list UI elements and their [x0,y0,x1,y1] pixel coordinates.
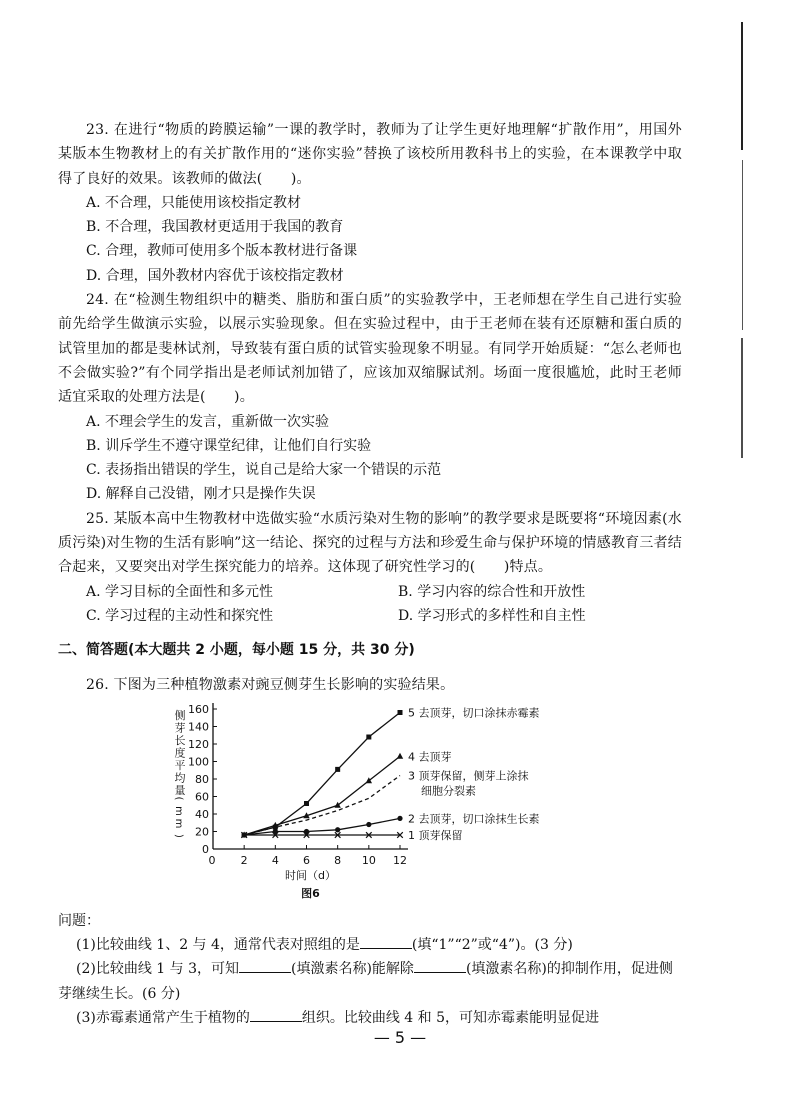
y-tick-label: 40 [195,807,209,821]
y-tick-label: 120 [188,737,209,751]
y-tick-label: 140 [188,720,209,734]
line-chart [58,699,682,909]
q26-sub-2 [58,957,682,1006]
series-label-s3: 细胞分裂素 [421,784,476,798]
answer-blank-1[interactable] [360,936,412,949]
series-label-s4: 4 去顶芽 [408,750,452,764]
answer-blank-4[interactable] [250,1009,302,1022]
q24-option-a: A. 不理会学生的发言，重新做一次实验 [86,413,330,430]
y-axis-title-char: ( [173,796,184,801]
q23-option-b: B. 不合理，我国教材更适用于我国的教育 [86,219,344,236]
y-axis-title-char: 长 [174,733,186,747]
q24-option-c: C. 表扬指出错误的学生，说自己是给大家一个错误的示范 [86,462,442,479]
q25-option-b: B. 学习内容的综合性和开放性 [398,583,586,600]
q25-options-row-1 [58,580,682,604]
y-axis-title-char: m [173,818,184,829]
y-axis-title-char: 侧 [174,708,186,722]
x-tick-label: 12 [393,853,407,867]
q26-stem: 26. 下图为三种植物激素对豌豆侧芽生长影响的实验结果。 [86,676,455,693]
y-axis-title-char: 度 [174,746,186,760]
point-s5 [304,801,309,806]
series-label-s3: 3 顶芽保留，侧芽上涂抹 [408,769,529,783]
y-axis-title-char: 量 [174,783,186,797]
series-line-s3 [244,775,400,835]
y-tick-label: 100 [188,755,209,769]
answer-blank-3[interactable] [414,960,466,973]
q25-option-d: D. 学习形式的多样性和自主性 [398,607,586,624]
q26-sub3-text-b: 组织。比较曲线 4 和 5，可知赤霉素能明显促进 [301,1010,600,1027]
margin-line-top [741,22,743,150]
q26-sub1-text-b: (填“1”“2”或“4”)。(3 分) [411,937,573,954]
y-axis-title-char: 芽 [174,721,186,735]
point-s2 [397,816,402,821]
x-tick-label: 4 [271,853,279,867]
q24-stem: 24. 在“检测生物组织中的糖类、脂肪和蛋白质”的实验教学中，王老师想在学生自己进行实验前先给学生做演示实验，以展示实验现象。但在实验过程中，由于王老师在装有还原糖和蛋白质的试管里加的都是斐林试剂，导致装有蛋白质的试管实验现象不明显。有同学开始质疑：“怎么老师也不会做实验?”有个同学指出是老师试剂加错了，应该加双缩脲试剂。场面一度很尴尬，此时王老师适宜采取的处理方法是( )。 [58,292,682,406]
point-s2 [335,827,340,832]
x-tick-label: 8 [334,853,342,867]
point-s4 [366,777,372,783]
q26-sub2-text-a: (2)比较曲线 1 与 3，可知 [76,961,239,978]
series-label-s2: 2 去顶芽，切口涂抹生长素 [408,812,540,826]
answer-blank-2[interactable] [239,960,291,973]
series-line-s2 [244,818,400,835]
page-content [58,118,682,1030]
q23-option-c: C. 合理，教师可使用多个版本教材进行备课 [86,243,358,260]
point-s5 [335,767,340,772]
x-origin-label: 0 [208,853,216,867]
q26-sub3-text-a: (3)赤霉素通常产生于植物的 [76,1010,250,1027]
y-axis-title-char: m [173,805,184,816]
q26-sub1-text-a: (1)比较曲线 1、2 与 4，通常代表对照组的是 [76,937,360,954]
q23-stem: 23. 在进行“物质的跨膜运输”一课的教学时，教师为了让学生更好地理解“扩散作用”，用国外某版本生物教材上的有关扩散作用的“迷你实验”替换了该校所用教科书上的实验，在本课教学中取得了良好的效果。该教师的做法( )。 [58,122,682,187]
x-tick-label: 2 [240,853,248,867]
point-s2 [366,822,371,827]
series-label-s5: 5 去顶芽，切口涂抹赤霉素 [408,706,540,720]
margin-line-dash [742,160,743,330]
point-s5 [398,710,403,715]
y-tick-label: 60 [195,790,209,804]
series-label-s1: 1 顶芽保留 [408,828,463,842]
q24-option-d: D. 解释自己没错，刚才只是操作失误 [86,486,316,503]
point-s4 [334,802,340,808]
q26-sub-1 [58,933,682,957]
y-tick-label: 160 [188,702,209,716]
y-axis-title-char: ) [173,833,184,838]
q26-prompt: 问题： [58,912,100,929]
figure-caption: 图6 [301,886,320,900]
q25-option-a: A. 学习目标的全面性和多元性 [86,583,274,600]
y-tick-label: 20 [195,825,209,839]
figure-6 [58,699,682,909]
y-axis-title-char: 均 [174,771,186,785]
q25-stem: 25. 某版本高中生物教材中选做实验“水质污染对生物的影响”的教学要求是既要将“环境因素(水质污染)对生物的生活有影响”这一结论、探究的过程与方法和珍爱生命与保护环境的情感教育三者结合起来，又要突出对学生探究能力的培养。这体现了研究性学习的( )特点。 [58,510,682,576]
x-tick-label: 10 [361,853,376,867]
point-s4 [397,753,403,759]
q26-sub2-text-c: (填激素名称)的抑制作用，促进侧芽继续生长。(6 分) [58,961,673,1002]
page-number: — 5 — [373,1028,427,1047]
q26-sub2-text-b: (填激素名称)能解除 [291,961,414,978]
section-heading: 二、简答题(本大题共 2 小题，每小题 15 分，共 30 分) [58,642,415,659]
x-tick-label: 6 [303,853,310,867]
q26-sub-3 [58,1006,682,1030]
q24-option-b: B. 训斥学生不遵守课堂纪律，让他们自行实验 [86,437,372,454]
series-line-s5 [244,712,400,835]
margin-line-bottom [741,338,743,458]
q23-option-d: D. 合理，国外教材内容优于该校指定教材 [86,267,344,284]
y-axis-title-char: 平 [174,758,186,772]
q25-option-c: C. 学习过程的主动性和探究性 [86,607,274,624]
q23-option-a: A. 不合理，只能使用该校指定教材 [86,194,302,211]
q25-options-row-2 [58,604,682,628]
y-tick-label: 0 [202,842,209,856]
point-s5 [366,734,371,739]
y-tick-label: 80 [195,772,209,786]
x-axis-title: 时间（d） [285,868,336,882]
